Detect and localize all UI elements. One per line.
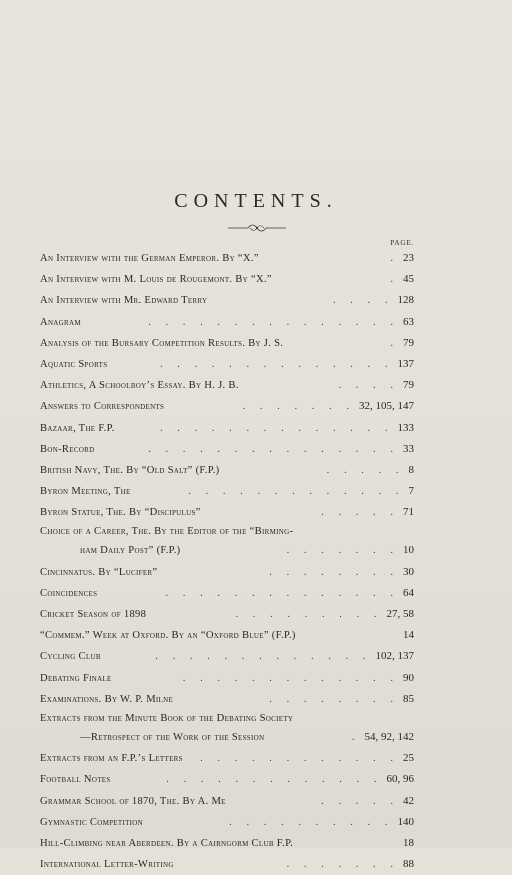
toc-page: 27, 58 xyxy=(386,608,414,620)
toc-title: Cycling Club xyxy=(40,651,101,663)
toc-page: 45 xyxy=(403,273,414,286)
leader-dots: . . . . . . . . . . . . . xyxy=(155,651,372,663)
toc-title: Byron Statue, The. By “Discipulus” xyxy=(40,507,201,519)
toc-entry xyxy=(40,562,414,583)
leader-dots: . . . . . . . . . . . . . . xyxy=(159,422,394,434)
leader-dots: . . . . . . . xyxy=(286,545,399,557)
toc-entry xyxy=(40,668,414,689)
toc-page: 60, 96 xyxy=(386,773,414,786)
leader-dots: . . . . xyxy=(338,380,399,392)
toc-entry xyxy=(40,396,414,417)
toc-page: 7 xyxy=(408,485,414,498)
toc-title: Debating Finale xyxy=(40,672,112,684)
toc-title: —Retrospect of the Work of the Session xyxy=(80,731,265,743)
toc-entry xyxy=(40,689,414,710)
toc-entry xyxy=(40,748,414,769)
toc-page: 33 xyxy=(403,442,414,455)
toc-list xyxy=(40,248,414,875)
leader-dots: . . . . . . . xyxy=(286,859,399,871)
toc-page: 79 xyxy=(403,379,414,392)
toc-entry xyxy=(40,710,414,727)
toc-entry xyxy=(40,354,414,375)
toc-title: ham Daily Post” (F.P.) xyxy=(80,545,181,557)
leader-dots: . . . . . . . . . . . . . . xyxy=(165,587,399,599)
toc-page: 23 xyxy=(403,252,414,264)
toc-title: Answers to Correspondents xyxy=(40,401,165,413)
toc-entry xyxy=(40,523,414,540)
toc-title: Extracts from the Minute Book of the Debating Society xyxy=(40,712,294,724)
leader-dots: . . . . . . . . . . . . xyxy=(200,753,399,765)
toc-page: 102, 137 xyxy=(375,650,414,663)
leader-dots: . . . . . . . . . . xyxy=(229,816,394,828)
toc-page: 54, 92, 142 xyxy=(364,730,414,743)
leader-dots: . xyxy=(390,274,399,286)
page-column-label: PAGE. xyxy=(390,238,414,247)
toc-page: 14 xyxy=(403,629,414,642)
contents-heading: CONTENTS. xyxy=(174,190,338,212)
toc-title: Aquatic Sports xyxy=(40,358,108,370)
toc-entry xyxy=(40,604,414,625)
leader-dots: . . . . . . . . . . . . . . . xyxy=(148,316,399,328)
leader-dots: . . . . xyxy=(332,295,394,307)
toc-title: International Letter-Writing xyxy=(40,859,174,871)
leader-dots: . . . . . . . . . . . . . . . xyxy=(148,443,399,455)
toc-entry xyxy=(40,333,414,354)
toc-entry xyxy=(40,833,414,854)
toc-entry xyxy=(40,460,414,481)
toc-entry xyxy=(40,646,414,667)
toc-title: Cincinnatus. By “Lucifer” xyxy=(40,566,158,578)
leader-dots: . . . . . xyxy=(326,464,405,476)
leader-dots: . . . . . . . . . . . . . xyxy=(182,672,399,684)
toc-entry xyxy=(40,312,414,333)
toc-page: 18 xyxy=(403,836,414,849)
toc-page: 90 xyxy=(403,671,414,684)
toc-entry xyxy=(40,269,414,290)
leader-dots: . . . . . . . . xyxy=(269,566,399,578)
toc-page: 88 xyxy=(403,858,414,871)
toc-title: An Interview with the German Emperor. By “X.” xyxy=(40,253,259,264)
toc-title: Grammar School of 1870, The. By A. Me xyxy=(40,795,226,807)
toc-entry-continuation xyxy=(40,540,414,561)
toc-entry xyxy=(40,439,414,460)
toc-entry xyxy=(40,418,414,439)
toc-page: 42 xyxy=(403,794,414,807)
toc-entry xyxy=(40,248,414,269)
toc-title: Byron Meeting, The xyxy=(40,486,131,498)
toc-page: 30 xyxy=(403,565,414,578)
toc-page: 32, 105, 147 xyxy=(359,400,414,413)
toc-title: Bon-Record xyxy=(40,443,95,455)
leader-dots: . . . . . . . . xyxy=(269,693,399,705)
toc-entry xyxy=(40,375,414,396)
toc-entry-continuation xyxy=(40,727,414,748)
toc-page: 71 xyxy=(403,506,414,519)
toc-page: 63 xyxy=(403,315,414,328)
toc-entry xyxy=(40,502,414,523)
toc-title: Extracts from an F.P.’s Letters xyxy=(40,753,183,765)
leader-dots: . . . . . . . . . . . . . . xyxy=(159,358,394,370)
toc-entry xyxy=(40,481,414,502)
leader-dots: . . . . . . . . . . . . . xyxy=(166,774,383,786)
toc-title: An Interview with Mr. Edward Terry xyxy=(40,295,208,307)
leader-dots: . xyxy=(390,337,399,349)
toc-title: Cricket Season of 1898 xyxy=(40,609,147,620)
toc-title: Coincidences xyxy=(40,587,98,599)
toc-title: Bazaar, The F.P. xyxy=(40,422,115,434)
leader-dots: . . . . . . . xyxy=(242,401,355,413)
toc-page: 8 xyxy=(408,463,414,476)
toc-title: Examinations. By W. P. Milne xyxy=(40,693,174,705)
toc-entry xyxy=(40,791,414,812)
toc-page: 140 xyxy=(397,815,414,828)
toc-page: 64 xyxy=(403,586,414,599)
leader-dots: . xyxy=(351,731,361,743)
toc-title: Athletics, A Schoolboy’s Essay. By H. J. B. xyxy=(40,380,239,392)
toc-entry xyxy=(40,625,414,646)
leader-dots: . . . . . . . . . . . . . xyxy=(188,486,405,498)
toc-title: Choice of a Career, The. By the Editor of the “Birming- xyxy=(40,526,294,538)
toc-entry xyxy=(40,812,414,833)
toc-title: British Navy, The. By “Old Salt” (F.P.) xyxy=(40,464,220,476)
toc-title: Gymnastic Competition xyxy=(40,816,143,828)
toc-entry xyxy=(40,854,414,875)
toc-title: “Commem.” Week at Oxford. By an “Oxford Blue” (F.P.) xyxy=(40,630,296,642)
toc-entry xyxy=(40,290,414,311)
leader-dots: . . . . . . . . . xyxy=(235,609,383,620)
toc-page: 128 xyxy=(397,294,414,307)
toc-page: 133 xyxy=(397,421,414,434)
ornament-divider xyxy=(226,222,288,234)
toc-page: 25 xyxy=(403,752,414,765)
leader-dots: . . . . . xyxy=(321,507,399,519)
toc-entry xyxy=(40,583,414,604)
toc-page: 10 xyxy=(403,544,414,557)
toc-page: 85 xyxy=(403,692,414,705)
toc-title: Football Notes xyxy=(40,774,111,786)
toc-page: 79 xyxy=(403,336,414,349)
leader-dots: . xyxy=(390,253,399,264)
toc-title: Anagram xyxy=(40,316,81,328)
toc-title: Analysis of the Bursary Competition Results. By J. S. xyxy=(40,337,284,349)
toc-title: An Interview with M. Louis de Rougemont. By “X.” xyxy=(40,274,272,286)
toc-title: Hill-Climbing near Aberdeen. By a Cairngorm Club F.P. xyxy=(40,837,294,849)
toc-page: 137 xyxy=(397,357,414,370)
toc-entry xyxy=(40,769,414,790)
leader-dots: . . . . . xyxy=(321,795,399,807)
